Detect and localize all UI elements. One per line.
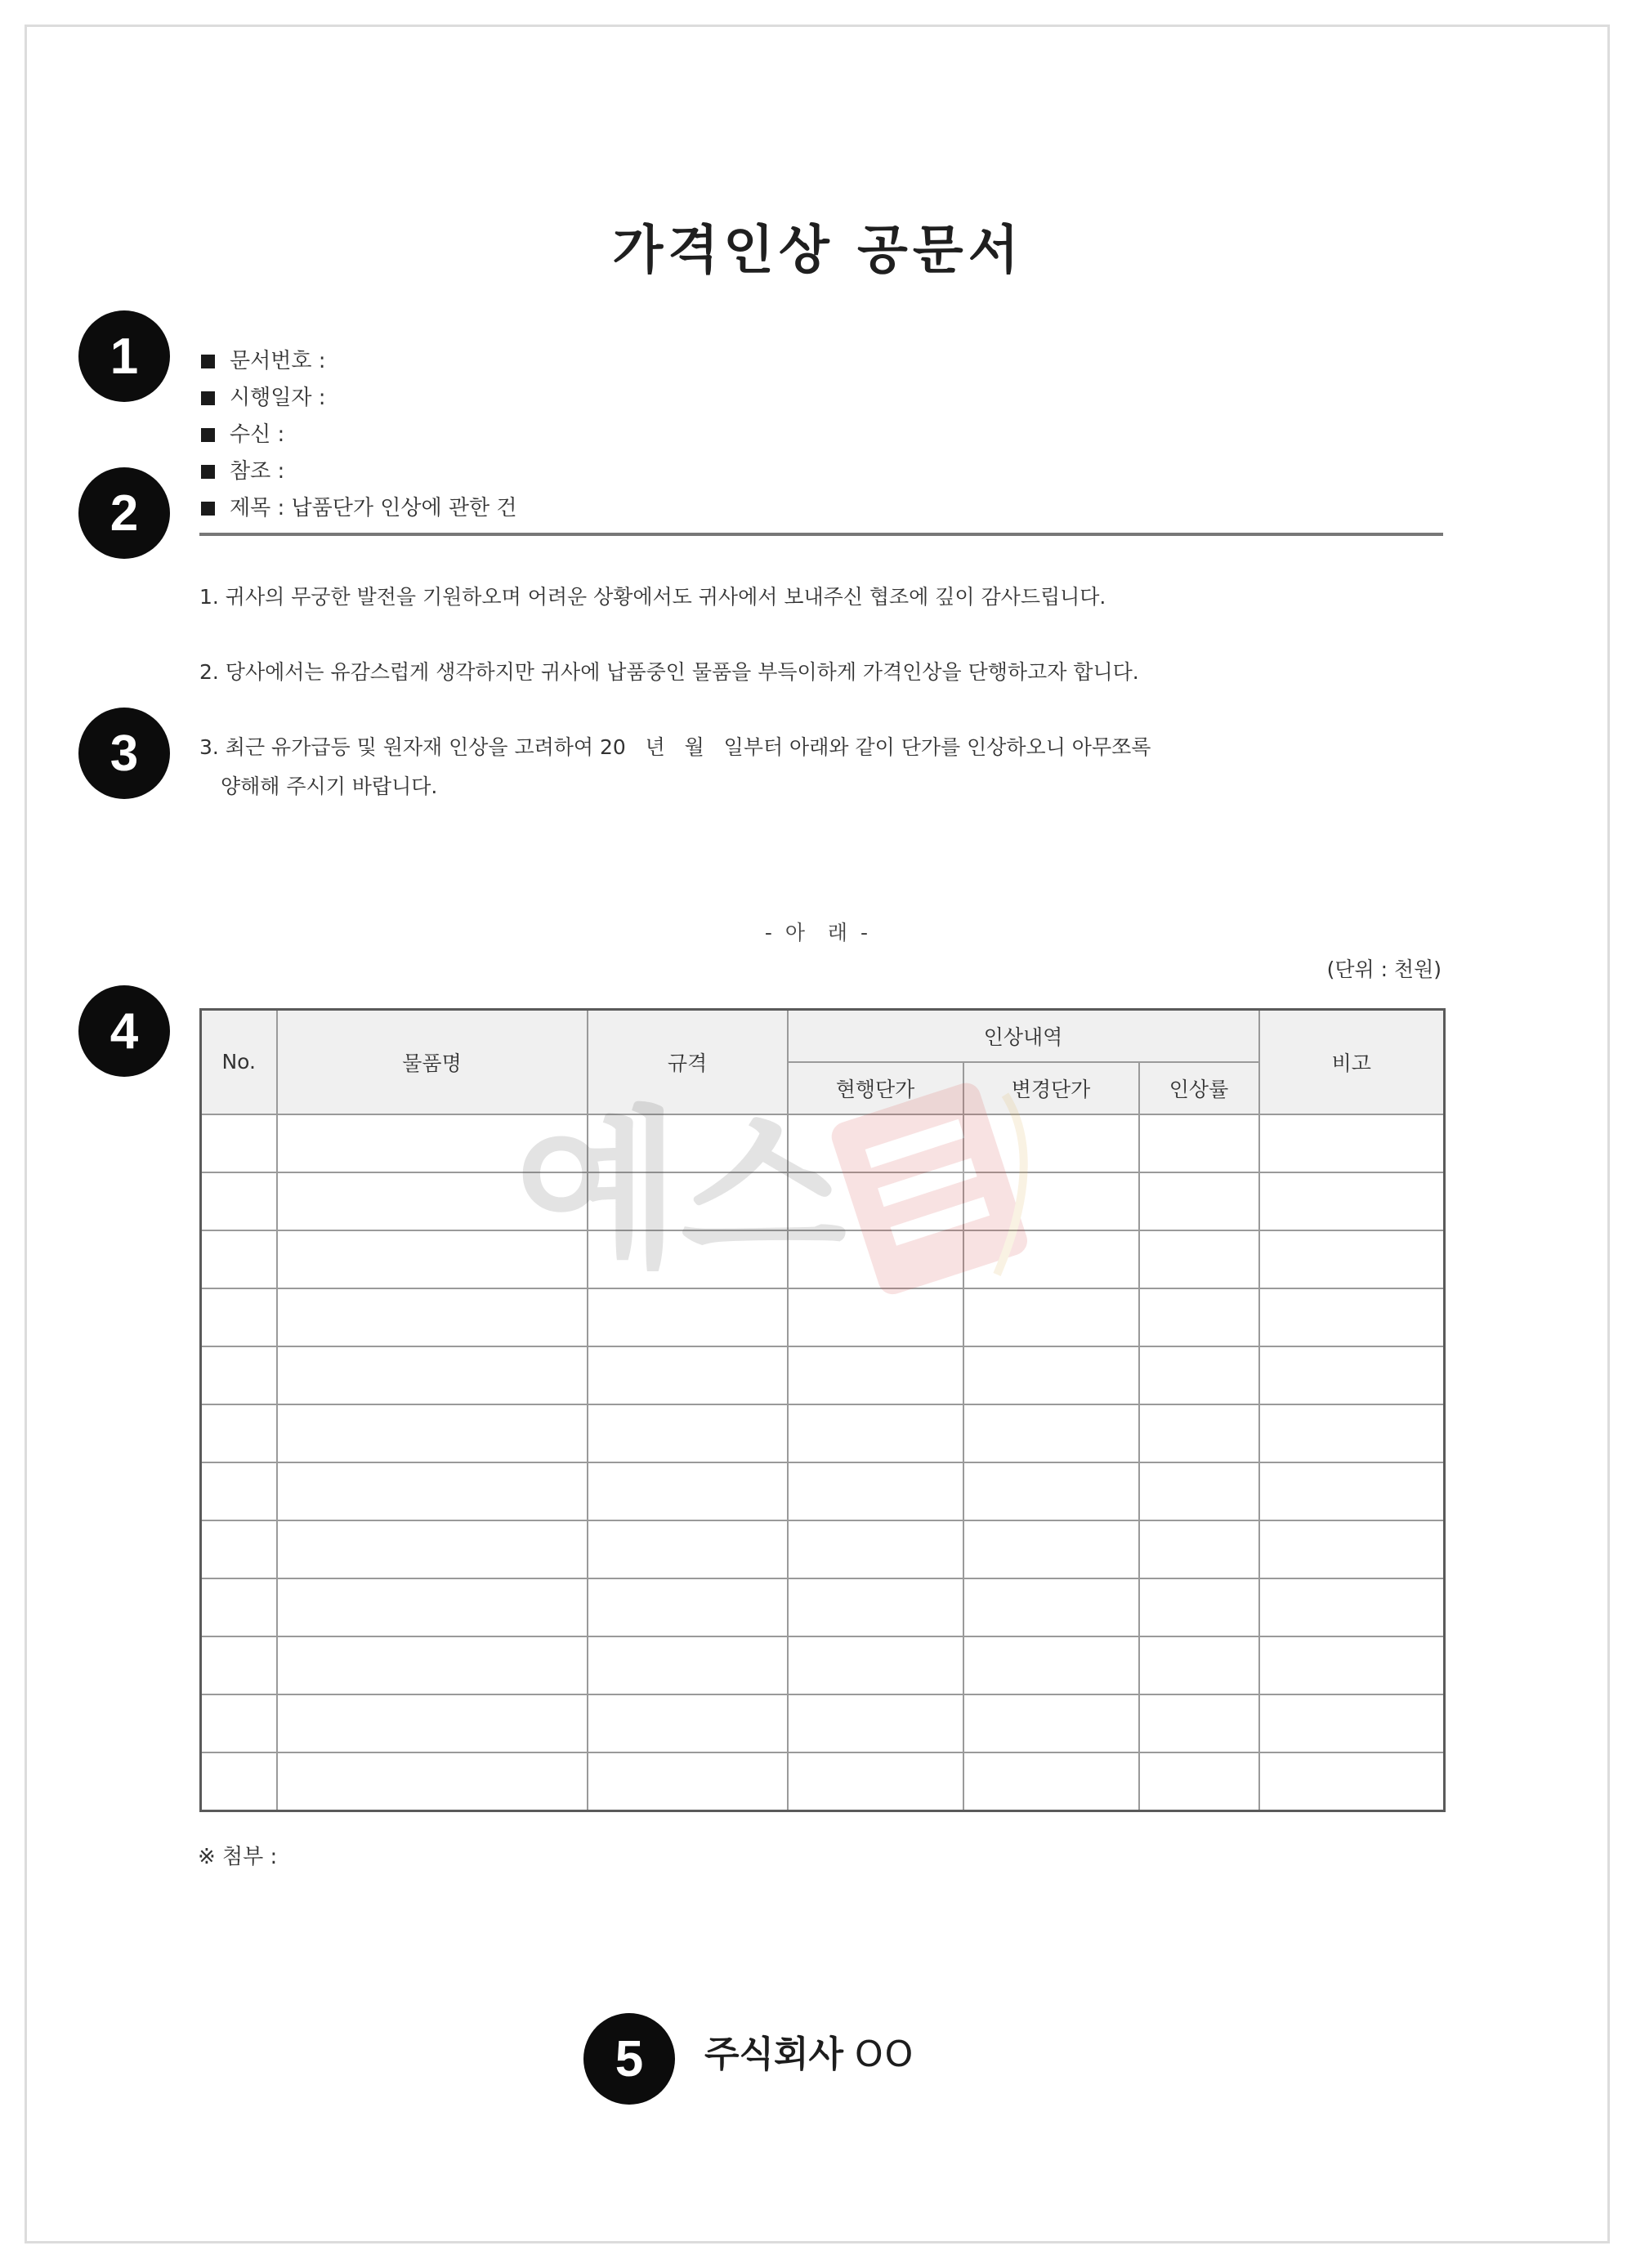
price-table xyxy=(199,1008,1446,1812)
table-cell xyxy=(277,1752,588,1811)
table-cell xyxy=(1139,1462,1259,1520)
table-cell xyxy=(1259,1520,1445,1578)
meta-recipient-label: 수신 : xyxy=(230,422,285,447)
table-cell xyxy=(788,1288,963,1346)
table-cell xyxy=(1259,1346,1445,1404)
table-cell xyxy=(788,1230,963,1288)
company-signature xyxy=(704,2025,914,2077)
paragraph-1: 1. 귀사의 무궁한 발전을 기원하오며 어려운 상황에서도 귀사에서 보내주신 협조에 깊이 감사드립니다. xyxy=(199,585,1106,609)
table-cell xyxy=(201,1578,277,1636)
meta-subject xyxy=(201,490,516,527)
table-row xyxy=(201,1520,1445,1578)
table-cell xyxy=(201,1114,277,1172)
table-cell xyxy=(588,1288,788,1346)
table-cell xyxy=(1139,1636,1259,1694)
table-cell xyxy=(963,1346,1139,1404)
header-remarks: 비고 xyxy=(1259,1010,1445,1114)
table-row xyxy=(201,1752,1445,1811)
table-cell xyxy=(788,1694,963,1752)
table-cell xyxy=(1139,1288,1259,1346)
marker-3: 3 xyxy=(78,708,170,799)
table-cell xyxy=(1259,1172,1445,1230)
table-cell xyxy=(588,1346,788,1404)
marker-5: 5 xyxy=(583,2013,675,2105)
document-meta xyxy=(201,343,516,527)
header-current-price: 현행단가 xyxy=(788,1062,963,1114)
meta-recipient xyxy=(201,417,516,453)
table-cell xyxy=(1139,1578,1259,1636)
table-row xyxy=(201,1694,1445,1752)
table-row xyxy=(201,1230,1445,1288)
table-cell xyxy=(1139,1520,1259,1578)
header-spec: 규격 xyxy=(588,1010,788,1114)
marker-2: 2 xyxy=(78,467,170,559)
table-cell xyxy=(201,1694,277,1752)
table-cell xyxy=(201,1230,277,1288)
table-cell xyxy=(788,1114,963,1172)
meta-reference xyxy=(201,453,516,490)
table-cell xyxy=(588,1520,788,1578)
table-cell xyxy=(277,1172,588,1230)
paragraph-2: 2. 당사에서는 유감스럽게 생각하지만 귀사에 납품중인 물품을 부득이하게 가격인상을 단행하고자 합니다. xyxy=(199,660,1139,684)
company-prefix: 주식회사 xyxy=(704,2034,844,2075)
table-cell xyxy=(788,1636,963,1694)
table-cell xyxy=(963,1230,1139,1288)
table-cell xyxy=(788,1172,963,1230)
table-cell xyxy=(1259,1462,1445,1520)
table-cell xyxy=(277,1288,588,1346)
marker-1: 1 xyxy=(78,310,170,402)
bullet-square-icon xyxy=(201,502,215,516)
table-cell xyxy=(788,1752,963,1811)
header-increase-rate: 인상률 xyxy=(1139,1062,1259,1114)
bullet-square-icon xyxy=(201,465,215,479)
attachment-label: ※ 첨부 : xyxy=(198,1845,278,1869)
table-cell xyxy=(963,1694,1139,1752)
table-cell xyxy=(963,1404,1139,1462)
table-row xyxy=(201,1288,1445,1346)
table-cell xyxy=(201,1404,277,1462)
meta-subject-label: 제목 : 납품단가 인상에 관한 건 xyxy=(230,496,517,520)
table-cell xyxy=(277,1230,588,1288)
table-cell xyxy=(1259,1230,1445,1288)
bullet-square-icon xyxy=(201,428,215,442)
table-cell xyxy=(588,1694,788,1752)
table-cell xyxy=(588,1114,788,1172)
header-increase-details: 인상내역 xyxy=(788,1010,1259,1062)
table-cell xyxy=(277,1520,588,1578)
header-changed-price: 변경단가 xyxy=(963,1062,1139,1114)
table-cell xyxy=(588,1752,788,1811)
table-cell xyxy=(1259,1694,1445,1752)
table-row xyxy=(201,1172,1445,1230)
table-cell xyxy=(963,1636,1139,1694)
table-cell xyxy=(201,1636,277,1694)
meta-doc-number-label: 문서번호 : xyxy=(230,349,326,373)
table-cell xyxy=(1259,1404,1445,1462)
meta-doc-number xyxy=(201,343,516,380)
paragraph-3: 3. 최근 유가급등 및 원자재 인상을 고려하여 20 년 월 일부터 아래와 같이 단가를 인상하오니 아무쪼록 xyxy=(199,735,1151,759)
table-cell xyxy=(201,1520,277,1578)
table-cell xyxy=(963,1752,1139,1811)
table-cell xyxy=(1139,1404,1259,1462)
table-cell xyxy=(788,1578,963,1636)
table-cell xyxy=(201,1752,277,1811)
table-cell xyxy=(1259,1288,1445,1346)
table-cell xyxy=(277,1346,588,1404)
meta-date-label: 시행일자 : xyxy=(230,386,326,410)
table-cell xyxy=(1259,1578,1445,1636)
table-cell xyxy=(277,1462,588,1520)
document-title: 가격인상 공문서 xyxy=(612,221,1024,281)
header-divider xyxy=(199,533,1443,536)
table-row xyxy=(201,1404,1445,1462)
table-cell xyxy=(788,1346,963,1404)
table-cell xyxy=(277,1404,588,1462)
table-cell xyxy=(788,1462,963,1520)
table-cell xyxy=(201,1288,277,1346)
table-cell xyxy=(963,1114,1139,1172)
table-cell xyxy=(201,1172,277,1230)
table-row xyxy=(201,1578,1445,1636)
table-cell xyxy=(277,1578,588,1636)
table-cell xyxy=(963,1172,1139,1230)
table-cell xyxy=(1139,1172,1259,1230)
meta-date xyxy=(201,380,516,417)
table-cell xyxy=(1139,1346,1259,1404)
company-name-placeholder: OO xyxy=(855,2034,915,2075)
table-cell xyxy=(277,1636,588,1694)
table-cell xyxy=(588,1636,788,1694)
table-row xyxy=(201,1346,1445,1404)
table-cell xyxy=(1259,1636,1445,1694)
table-cell xyxy=(588,1172,788,1230)
table-cell xyxy=(277,1694,588,1752)
table-cell xyxy=(201,1346,277,1404)
table-cell xyxy=(201,1462,277,1520)
bullet-square-icon xyxy=(201,391,215,405)
unit-note: (단위 : 천원) xyxy=(1326,958,1442,981)
table-cell xyxy=(788,1404,963,1462)
table-row xyxy=(201,1636,1445,1694)
table-cell xyxy=(963,1462,1139,1520)
table-cell xyxy=(788,1520,963,1578)
table-cell xyxy=(1139,1694,1259,1752)
table-cell xyxy=(1139,1114,1259,1172)
header-no: No. xyxy=(201,1010,277,1114)
table-cell xyxy=(588,1230,788,1288)
table-cell xyxy=(1139,1230,1259,1288)
bullet-square-icon xyxy=(201,355,215,368)
table-cell xyxy=(588,1404,788,1462)
table-cell xyxy=(963,1288,1139,1346)
table-cell xyxy=(963,1520,1139,1578)
meta-reference-label: 참조 : xyxy=(230,459,285,484)
paragraph-3-continued: 양해해 주시기 바랍니다. xyxy=(221,775,438,798)
table-cell xyxy=(588,1462,788,1520)
table-cell xyxy=(963,1578,1139,1636)
below-heading: - 아 래 - xyxy=(764,921,872,944)
marker-4: 4 xyxy=(78,985,170,1077)
table-body xyxy=(201,1114,1445,1811)
table-cell xyxy=(1259,1114,1445,1172)
table-cell xyxy=(1259,1752,1445,1811)
header-item-name: 물품명 xyxy=(277,1010,588,1114)
table-cell xyxy=(1139,1752,1259,1811)
table-row xyxy=(201,1114,1445,1172)
table-cell xyxy=(277,1114,588,1172)
table-cell xyxy=(588,1578,788,1636)
table-row xyxy=(201,1462,1445,1520)
